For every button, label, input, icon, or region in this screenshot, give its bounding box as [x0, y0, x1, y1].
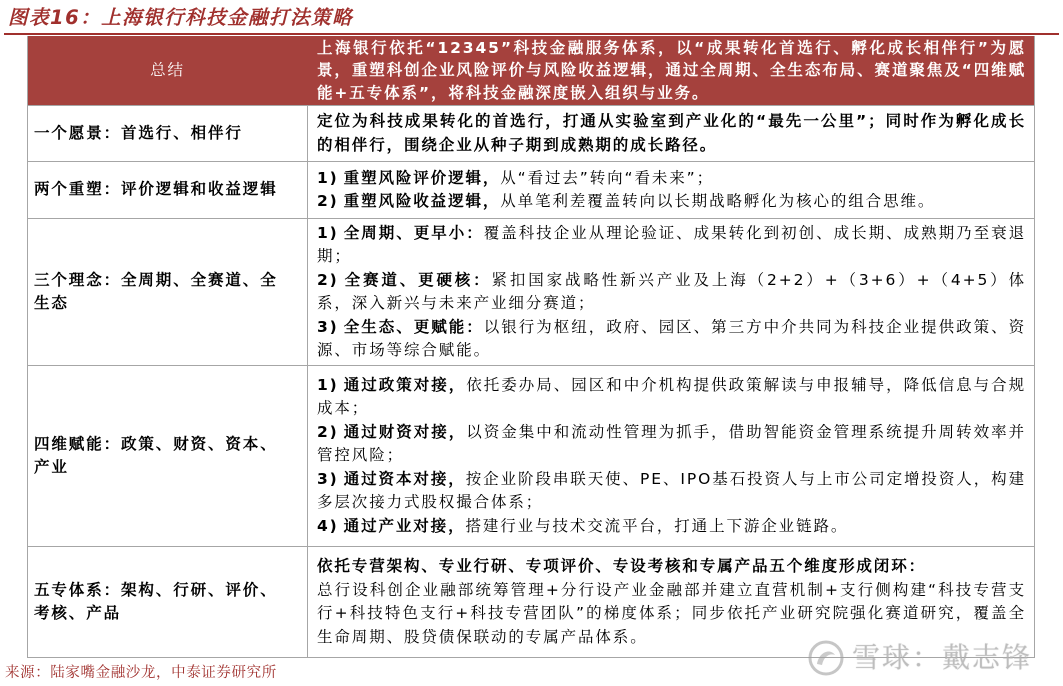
header-summary-label: 总结	[150, 60, 185, 79]
row-content-cell	[307, 547, 1034, 657]
row-label: 五专体系：架构、行研、评价、考核、产品	[34, 580, 278, 622]
item-number: 1)	[317, 223, 339, 242]
row-label-cell	[28, 547, 307, 657]
item-text: 覆盖科技企业从理论验证、成果转化到初创、成长期、成熟期乃至衰退期；	[317, 223, 1026, 265]
list-item	[317, 167, 1026, 191]
list-item	[317, 374, 1026, 421]
list-item	[317, 316, 1026, 363]
item-number: 1)	[317, 168, 339, 187]
row-lead-text: 依托专营架构、专业行研、专项评价、专设考核和专属产品五个维度形成闭环：	[317, 557, 927, 575]
item-number: 1)	[317, 375, 339, 394]
table-row	[28, 219, 1034, 366]
row-content-cell	[307, 219, 1034, 365]
item-text: 紧扣国家战略性新兴产业及上海（2+2）+（3+6）+（4+5）体系，深入新兴与未来产业细分赛道；	[317, 270, 1026, 312]
item-keyword: 全周期、更早小：	[343, 223, 484, 242]
list-item	[317, 222, 1026, 269]
row-detail-text: 总行设科创企业融部统筹管理+分行设产业金融部并建立直营机制+支行侧构建“科技专营支行+科技特色支行+科技专营团队”的梯度体系；同步依托产业研究院强化赛道研究，覆盖全生命周期、股贷债保联动的专属产品体系。	[317, 580, 1026, 646]
item-number: 3)	[317, 469, 339, 488]
item-number: 2)	[317, 422, 339, 441]
row-label: 一个愿景：首选行、相伴行	[34, 123, 243, 142]
title-divider	[4, 33, 1059, 35]
item-text: 以银行为枢纽，政府、园区、第三方中介共同为科技企业提供政策、资源、市场等综合赋能。	[317, 317, 1026, 359]
item-text: 按企业阶段串联天使、PE、IPO基石投资人与上市公司定增投资人，构建多层次接力式股权撮合体系；	[317, 469, 1026, 512]
item-number: 4)	[317, 516, 339, 535]
list-item	[317, 515, 1026, 539]
source-note: 来源：陆家嘴金融沙龙，中泰证券研究所	[5, 665, 277, 681]
item-text: 以资金集中和流动性管理为抓手，借助智能资金管理系统提升周转效率并管控风险；	[317, 422, 1026, 465]
item-keyword: 重塑风险收益逻辑，	[343, 192, 501, 210]
list-item	[317, 269, 1026, 316]
figure-title: 图表16：上海银行科技金融打法策略	[8, 6, 354, 29]
item-keyword: 通过产业对接，	[343, 516, 466, 535]
item-text: 搭建行业与技术交流平台，打通上下游企业链路。	[465, 516, 849, 535]
row-content-cell	[307, 366, 1034, 546]
watermark-text: 雪球：戴志锋	[852, 641, 1033, 674]
row-label-cell	[28, 106, 307, 161]
item-text: 从单笔利差覆盖转向以长期战略孵化为核心的组合思维。	[500, 192, 936, 210]
row-label: 四维赋能：政策、财资、资本、产业	[34, 434, 278, 476]
row-label-cell	[28, 219, 307, 365]
row-label: 两个重塑：评价逻辑和收益逻辑	[34, 180, 278, 199]
item-number: 2)	[317, 192, 339, 210]
item-keyword: 全生态、更赋能：	[343, 317, 484, 336]
strategy-table	[27, 36, 1035, 658]
table-row	[28, 106, 1034, 162]
item-keyword: 通过资本对接，	[343, 469, 466, 488]
header-label-cell	[28, 36, 307, 105]
row-label-cell	[28, 162, 307, 218]
header-summary-text: 上海银行依托“12345”科技金融服务体系，以“成果转化首选行、孵化成长相伴行”为愿景，重塑科创企业风险评价与风险收益逻辑，通过全周期、全生态布局、赛道聚焦及“四维赋能+五专体系”，将科技金融深度嵌入组织与业务。	[317, 38, 1026, 102]
row-content-cell	[307, 106, 1034, 161]
row-label: 三个理念：全周期、全赛道、全生态	[34, 270, 278, 312]
item-number: 3)	[317, 317, 339, 336]
row-content-cell	[307, 162, 1034, 218]
list-item	[317, 190, 1026, 214]
list-item	[317, 468, 1026, 515]
item-text: 依托委办局、园区和中介机构提供政策解读与申报辅导，降低信息与合规成本；	[317, 375, 1026, 418]
row-label-cell	[28, 366, 307, 546]
table-header-row	[28, 36, 1034, 106]
item-keyword: 重塑风险评价逻辑，	[343, 168, 501, 187]
item-keyword: 通过财资对接，	[343, 422, 467, 441]
item-keyword: 全赛道、更硬核：	[343, 270, 492, 289]
item-text: 从“看过去”转向“看未来”；	[500, 168, 715, 187]
table-row	[28, 366, 1034, 547]
list-item	[317, 421, 1026, 468]
table-row	[28, 162, 1034, 219]
row-lead-text: 定位为科技成果转化的首选行，打通从实验室到产业化的“最先一公里”；同时作为孵化成长的相伴行，围绕企业从种子期到成熟期的成长路径。	[317, 112, 1026, 154]
header-summary-cell	[307, 36, 1034, 105]
item-number: 2)	[317, 270, 339, 289]
item-keyword: 通过政策对接，	[343, 375, 467, 394]
table-row	[28, 547, 1034, 658]
